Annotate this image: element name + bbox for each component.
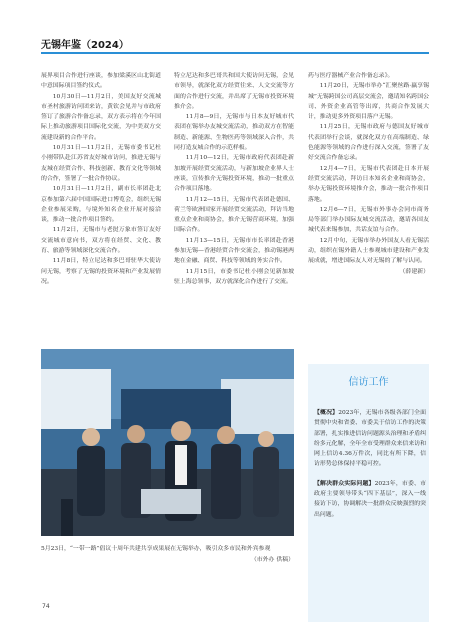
section-box-letters-visits — [308, 364, 429, 622]
text-column-3 — [308, 71, 429, 277]
paragraph: 11月12—15日，无锡市代表团赴德国、荷兰等欧洲国家开展经贸交流活动，拜访当地重点企业和商协会，推介无锡营商环境，加强国际合作。 — [174, 196, 294, 234]
text-column-2 — [174, 71, 294, 287]
paragraph — [314, 408, 426, 470]
paragraph: 11月25日，无锡市政府与德国友好城市代表团举行会谈，就深化双方在高端制造、绿色能源等领域的合作进行深入交流，签署了友好交流合作备忘录。 — [308, 124, 429, 162]
paragraph: 10月30日—11月2日，美国友好交流城市圣村旅游访问团来访，黄钦会见并与市政府签订了旅游合作备忘录，双方表示将在今年国际上推动旅游项目国际化交流，为中美双方交流建设新的合作平台。 — [41, 93, 161, 141]
paragraph-text: 2023年，无锡市各级各部门全面贯彻中央和省委、市委关于信访工作的决策部署，扎实推进信访问题源头治理和矛盾纠纷多元化解，全年全市受理群众来信来访和网上信访4.36万件次，同比有所下降，信访形势总体保持平稳可控。 — [314, 410, 426, 468]
page-number: 74 — [42, 603, 50, 610]
paragraph: 药与医疗器械产业合作备忘录》。 — [308, 73, 394, 79]
paragraph: 12月6—7日，无锡市外事办会同市商务局等部门举办国际友城交流活动，邀请各国友城代表来锡参加，共话友谊与合作。 — [308, 206, 429, 234]
photo-caption — [41, 544, 294, 565]
event-photo — [41, 349, 294, 536]
keyword-label: 【概况】 — [314, 409, 339, 416]
paragraph: 11月13—15日，无锡市市长率团赴香港参加无锡—香港经贸合作交流会，推动锡港两地在金融、商贸、科技等领域的务实合作。 — [174, 237, 294, 265]
paragraph — [314, 479, 426, 520]
header-rule — [41, 52, 429, 54]
section-body — [314, 408, 426, 529]
paragraph: 11月2日，无锡市与老挝万象市签订友好交流城市意向书，双方将在经贸、文化、教育、旅游等领域深化交流合作。 — [41, 227, 161, 255]
paragraph: 展界项目合作进行座谈，参加梁溪区山北街道中意国际项目签约仪式。 — [41, 73, 161, 90]
paragraph: 11月8日，特立尼达和多巴哥驻华大使访问无锡，考察了无锡的投资环境和产业发展情况。 — [41, 258, 161, 285]
paragraph: 特立尼达和多巴哥共和国大使访问无锡，会见市领导，就深化双方经贸往来、人文交流等方面的合作进行交流，并出席了无锡市投资环境推介会。 — [174, 73, 294, 110]
section-title: 信访工作 — [348, 377, 389, 388]
page-header — [0, 0, 468, 52]
paragraph: 11月15日，市委书记杜小刚会见新加坡驻上海总领事，双方就深化合作进行了交流。 — [174, 268, 294, 285]
caption-text: 5月23日，“一带一路”倡议十周年共建共享成果展在无锡举办，吸引众多市民和外宾参观 — [41, 546, 271, 552]
text-column-1 — [41, 71, 161, 287]
header-title: 无锡年鉴（2024） — [41, 40, 129, 51]
photo-illustration — [41, 349, 294, 536]
paragraph: 10月31日—11月2日，无锡市委书记杜小刚带队赴江苏省友好城市访问，推进无锡与友城在经贸合作、科技创新、教育文化等领域的合作，签署了一批合作协议。 — [41, 145, 161, 182]
paragraph: 11月10—12日，无锡市政府代表团赴新加坡开展经贸交流活动，与新加坡企业界人士座谈，宣传推介无锡投资环境，推动一批重点合作项目落地。 — [174, 155, 294, 193]
paragraph: 12月4—7日，无锡市代表团赴日本开展经贸交流活动，拜访日本知名企业和商协会，举办无锡投资环境推介会，推动一批合作项目落地。 — [308, 165, 429, 203]
caption-credit: （市外办 供稿） — [250, 556, 294, 563]
paragraph: 12月中旬，无锡市举办外国友人看无锡活动，组织在锡外籍人士参观城市建设和产业发展成就，增进国际友人对无锡的了解与认同。 — [308, 237, 429, 265]
paragraph: 10月31日—11月2日，副市长率团赴北京参加第六届中国国际进口博览会，组织无锡企业参展采购，与境外知名企业开展对接洽谈，推动一批合作项目签约。 — [41, 186, 161, 224]
keyword-label: 【解决群众实际问题】 — [314, 479, 375, 487]
paragraph: 11月20日，无锡市举办“汇聚丝路·赢享锡城”无锡跨国公司高层交流会，邀请知名跨国公司、外资企业高管等出席，共商合作发展大计，推动更多外资项目落户无锡。 — [308, 83, 429, 121]
author-signature: （薛建新） — [399, 268, 429, 275]
section-title-bar — [308, 364, 429, 394]
paragraph-text: 2023年，市委、市政府主要领导带头“四下基层”，深入一线接访下访，协调解决一批群众反映强烈的突出问题。 — [314, 480, 426, 518]
paragraph: 11月8—9日，无锡市与日本友好城市代表团在锡举办友城交流活动，推动双方在智能制造、新能源、生物医药等领域深入合作，共同打造友城合作的示范样板。 — [174, 114, 294, 152]
